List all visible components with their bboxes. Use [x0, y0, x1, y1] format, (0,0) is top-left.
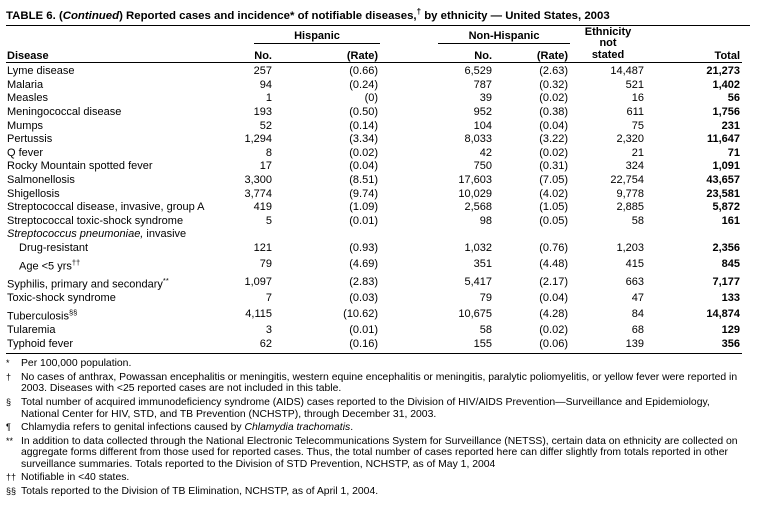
- value-cell: 787: [473, 78, 493, 91]
- value-cell: 22,754: [610, 174, 645, 187]
- value-cell: 1,032: [464, 242, 493, 255]
- disease-name: Age <5 yrs††: [19, 257, 81, 273]
- table-row: [6, 106, 742, 120]
- table-row: [6, 120, 742, 134]
- value-cell: 750: [473, 160, 493, 173]
- value-cell: 356: [646, 338, 742, 354]
- value-cell: 3,300: [244, 174, 272, 187]
- value-cell: 79: [259, 257, 272, 270]
- value-cell: (0.16): [274, 338, 380, 354]
- value-cell: 58: [479, 323, 493, 336]
- value-cell: 79: [479, 292, 493, 305]
- value-cell: (1.05): [539, 201, 569, 214]
- value-cell: 161: [721, 214, 741, 227]
- notifiable-diseases-table: [6, 27, 742, 354]
- value-cell: (2.83): [349, 276, 379, 289]
- col-header-ethnicity-not-stated: [570, 27, 646, 63]
- table-row: [6, 63, 742, 79]
- footnote-text: Chlamydia refers to genital infections caused by Chlamydia trachomatis.: [21, 422, 354, 434]
- table-row: [6, 79, 742, 93]
- value-cell: [646, 228, 742, 242]
- value-cell: 62: [196, 338, 274, 354]
- disease-name: Streptococcal toxic-shock syndrome: [7, 214, 184, 227]
- value-cell: (4.69): [349, 257, 379, 270]
- footnote: [6, 372, 750, 395]
- value-cell: (0.02): [539, 146, 569, 159]
- footnote: [6, 436, 750, 471]
- value-cell: 257: [196, 63, 274, 79]
- value-cell: 10,675: [458, 308, 493, 321]
- value-cell: 845: [721, 257, 741, 270]
- disease-name: Drug-resistant: [19, 242, 89, 255]
- table-row: [6, 256, 742, 274]
- col-group-hispanic-label: Hispanic: [254, 30, 380, 44]
- value-cell: (0.04): [539, 292, 569, 305]
- value-cell: (8.51): [349, 174, 379, 187]
- disease-name: Streptococcal disease, invasive, group A: [7, 201, 205, 214]
- ethnicity-header-line: stated: [591, 48, 625, 61]
- value-cell: 1: [265, 92, 272, 105]
- value-cell: 39: [479, 92, 493, 105]
- value-cell: (3.34): [349, 133, 379, 146]
- footnote-marker: †: [6, 371, 12, 382]
- table-row: [6, 147, 742, 161]
- value-cell: (0.05): [539, 214, 569, 227]
- value-cell: 5: [265, 214, 272, 227]
- value-cell: (0.04): [539, 119, 569, 132]
- value-cell: (7.05): [539, 174, 569, 187]
- value-cell: 14,487: [570, 63, 646, 79]
- value-cell: (0.14): [349, 119, 379, 132]
- disease-name: Pertussis: [7, 133, 53, 146]
- value-cell: 3,774: [244, 187, 272, 200]
- col-header-disease: Disease: [7, 50, 49, 63]
- value-cell: (1.09): [349, 201, 379, 214]
- footnote: [6, 358, 750, 370]
- col-header-total: Total: [714, 50, 741, 63]
- value-cell: 4,115: [245, 308, 272, 321]
- table-row: [6, 133, 742, 147]
- title-dagger: †: [416, 7, 422, 16]
- value-cell: 52: [259, 119, 272, 132]
- value-cell: 94: [259, 78, 272, 91]
- value-cell: 1,294: [244, 133, 272, 146]
- col-group-non-hispanic: [380, 27, 570, 45]
- table-row: [6, 324, 742, 338]
- disease-name: Tuberculosis§§: [7, 307, 78, 323]
- value-cell: (10.62): [343, 308, 379, 321]
- value-cell: 42: [479, 146, 493, 159]
- value-cell: (4.28): [539, 308, 569, 321]
- table-header: [6, 27, 742, 63]
- title-continued: Continued: [62, 9, 120, 22]
- value-cell: 2,568: [464, 201, 493, 214]
- value-cell: (0.31): [539, 160, 569, 173]
- value-cell: 8,033: [464, 133, 493, 146]
- disease-name: Q fever: [7, 146, 44, 159]
- value-cell: (0.04): [349, 160, 379, 173]
- col-group-hispanic: [196, 27, 380, 45]
- footnote: [6, 397, 750, 420]
- value-cell: (0.01): [349, 323, 379, 336]
- col-header-hispanic-no: No.: [254, 50, 272, 63]
- value-cell: 663: [625, 276, 645, 289]
- footnote-marker: ††: [6, 472, 17, 483]
- value-cell: (0.01): [349, 214, 379, 227]
- footnote: [6, 422, 750, 434]
- title-text: by ethnicity — United States, 2003: [421, 9, 610, 22]
- table-row: [6, 306, 742, 324]
- table-row: [6, 92, 742, 106]
- footnote-marker: §§: [6, 486, 17, 497]
- title-text: TABLE 6. (: [6, 9, 63, 22]
- disease-name: Rocky Mountain spotted fever: [7, 160, 153, 173]
- table-row: [6, 160, 742, 174]
- table-row: [6, 215, 742, 229]
- value-cell: 104: [473, 119, 493, 132]
- value-cell: [274, 228, 380, 242]
- value-cell: 1,097: [244, 276, 272, 289]
- disease-name: Lyme disease: [6, 63, 196, 79]
- value-cell: (2.63): [494, 63, 570, 79]
- disease-name: Measles: [7, 92, 48, 105]
- value-cell: 21,273: [646, 63, 742, 79]
- title-text: ) Reported cases and incidence* of notifiable diseases,: [119, 9, 417, 22]
- value-cell: 5,417: [464, 276, 493, 289]
- disease-name: Shigellosis: [7, 187, 60, 200]
- disease-name: Streptococcus pneumoniae, invasive: [7, 228, 187, 241]
- value-cell: 84: [631, 308, 645, 321]
- value-cell: 1,402: [712, 78, 741, 91]
- value-cell: 155: [380, 338, 494, 354]
- value-cell: (0.93): [349, 242, 379, 255]
- value-cell: 68: [631, 323, 645, 336]
- value-cell: 139: [570, 338, 646, 354]
- disease-name: Tularemia: [7, 323, 56, 336]
- value-cell: (0.02): [349, 146, 379, 159]
- value-cell: 121: [253, 242, 272, 255]
- value-cell: 11,647: [706, 133, 741, 146]
- col-header-non-hispanic-no: No.: [474, 50, 493, 63]
- value-cell: 129: [721, 323, 741, 336]
- footnote-marker: **: [6, 435, 14, 446]
- value-cell: 17,603: [458, 174, 493, 187]
- value-cell: (0.32): [539, 78, 569, 91]
- value-cell: (9.74): [349, 187, 379, 200]
- value-cell: 8: [265, 146, 272, 159]
- disease-name: Malaria: [7, 78, 44, 91]
- value-cell: [494, 228, 570, 242]
- value-cell: (0.03): [349, 292, 379, 305]
- footnote-text: Totals reported to the Division of TB Elimination, NCHSTP, as of April 1, 2004.: [21, 486, 379, 498]
- value-cell: (0.38): [539, 106, 569, 119]
- value-cell: 56: [727, 92, 741, 105]
- table-row: [6, 228, 742, 242]
- value-cell: 47: [631, 292, 645, 305]
- value-cell: (4.02): [539, 187, 569, 200]
- value-cell: 7,177: [712, 276, 741, 289]
- value-cell: 10,029: [458, 187, 493, 200]
- value-cell: 324: [625, 160, 645, 173]
- value-cell: 75: [631, 119, 645, 132]
- ethnicity-header-line: not: [599, 37, 617, 50]
- value-cell: 5,872: [712, 201, 741, 214]
- value-cell: 23,581: [706, 187, 741, 200]
- table-row: [6, 201, 742, 215]
- footnote-marker: ¶: [6, 422, 11, 433]
- table-row: [6, 174, 742, 188]
- value-cell: 6,529: [380, 63, 494, 79]
- value-cell: 2,885: [616, 201, 645, 214]
- value-cell: 351: [473, 257, 493, 270]
- disease-name: Toxic-shock syndrome: [7, 292, 116, 305]
- value-cell: 9,778: [616, 187, 645, 200]
- value-cell: 2,320: [616, 133, 645, 146]
- disease-name: Salmonellosis: [7, 174, 75, 187]
- footnote-text: Notifiable in <40 states.: [21, 472, 130, 484]
- col-header-non-hispanic-rate: (Rate): [536, 50, 569, 63]
- footnote-text: No cases of anthrax, Powassan encephalitis or meningitis, western equine encephalitis or meningitis, paralytic poliomyelitis, or yellow fever were reported in 2003. Diseases with <25 reported cases are not included in this table.: [21, 371, 738, 395]
- value-cell: (0.02): [539, 92, 569, 105]
- disease-name: Typhoid fever: [6, 338, 196, 354]
- footnote-marker: *: [6, 358, 10, 369]
- disease-name: Meningococcal disease: [7, 106, 122, 119]
- col-header-disease-spacer: [6, 27, 196, 45]
- value-cell: [570, 228, 646, 242]
- footnote-text: Total number of acquired immunodeficiency syndrome (AIDS) cases reported to the Division of HIV/AIDS Prevention—Surveillance and Epidemiology, National Center for HIV, STD, and TB Prevention (NCHSTP), through December 31, 2003.: [21, 396, 710, 420]
- col-header-hispanic-rate: (Rate): [346, 50, 379, 63]
- value-cell: (4.48): [539, 257, 569, 270]
- value-cell: 16: [631, 92, 645, 105]
- table-row: [6, 338, 742, 354]
- table-title: [6, 4, 750, 26]
- value-cell: 1,203: [616, 242, 645, 255]
- value-cell: (0.50): [349, 106, 379, 119]
- table-row: [6, 292, 742, 306]
- value-cell: 521: [625, 78, 645, 91]
- value-cell: 1,756: [712, 106, 741, 119]
- value-cell: (0.66): [274, 63, 380, 79]
- value-cell: 1,091: [712, 160, 741, 173]
- value-cell: 43,657: [706, 174, 741, 187]
- header-row-groups: [6, 27, 742, 45]
- value-cell: 21: [631, 146, 645, 159]
- col-group-non-hispanic-label: Non-Hispanic: [438, 30, 570, 44]
- value-cell: 71: [727, 146, 741, 159]
- footnote-marker: §: [6, 396, 12, 407]
- value-cell: 611: [626, 106, 645, 119]
- value-cell: 419: [253, 201, 272, 214]
- table-body: [6, 63, 742, 354]
- value-cell: [380, 228, 494, 242]
- value-cell: 2,356: [712, 242, 741, 255]
- value-cell: 133: [721, 292, 741, 305]
- table-row: [6, 274, 742, 292]
- disease-name: Mumps: [7, 119, 44, 132]
- footnote-text: Per 100,000 population.: [21, 358, 132, 370]
- disease-name: Syphilis, primary and secondary**: [7, 275, 169, 291]
- value-cell: (0.24): [349, 78, 379, 91]
- ethnicity-header-line: Ethnicity: [584, 25, 632, 38]
- value-cell: 7: [265, 292, 272, 305]
- footnote-text: In addition to data collected through the National Electronic Telecommunications System for Surveillance (NETSS), certain data on ethnicity are collected on aggregate forms different from those used for reported cases. Thus, the total number of cases reported here can differ slightly from totals reported in other surveillance summaries. Totals reported to the Division of STD Prevention, NCHSTP, as of May 1, 2004: [21, 435, 738, 470]
- value-cell: (0.76): [539, 242, 569, 255]
- value-cell: 58: [631, 214, 645, 227]
- value-cell: (3.22): [539, 133, 569, 146]
- value-cell: 17: [259, 160, 272, 173]
- footnotes: [6, 358, 750, 498]
- value-cell: [196, 228, 274, 242]
- value-cell: 3: [265, 323, 272, 336]
- footnote: [6, 486, 750, 498]
- value-cell: 14,874: [706, 308, 741, 321]
- table-row: [6, 242, 742, 256]
- value-cell: (0.06): [494, 338, 570, 354]
- footnote: [6, 472, 750, 484]
- value-cell: 231: [721, 119, 741, 132]
- value-cell: 952: [473, 106, 493, 119]
- value-cell: (0.02): [539, 323, 569, 336]
- value-cell: (0): [364, 92, 379, 105]
- table-row: [6, 188, 742, 202]
- value-cell: 193: [253, 106, 272, 119]
- value-cell: (2.17): [539, 276, 569, 289]
- value-cell: 98: [479, 214, 493, 227]
- value-cell: 415: [625, 257, 645, 270]
